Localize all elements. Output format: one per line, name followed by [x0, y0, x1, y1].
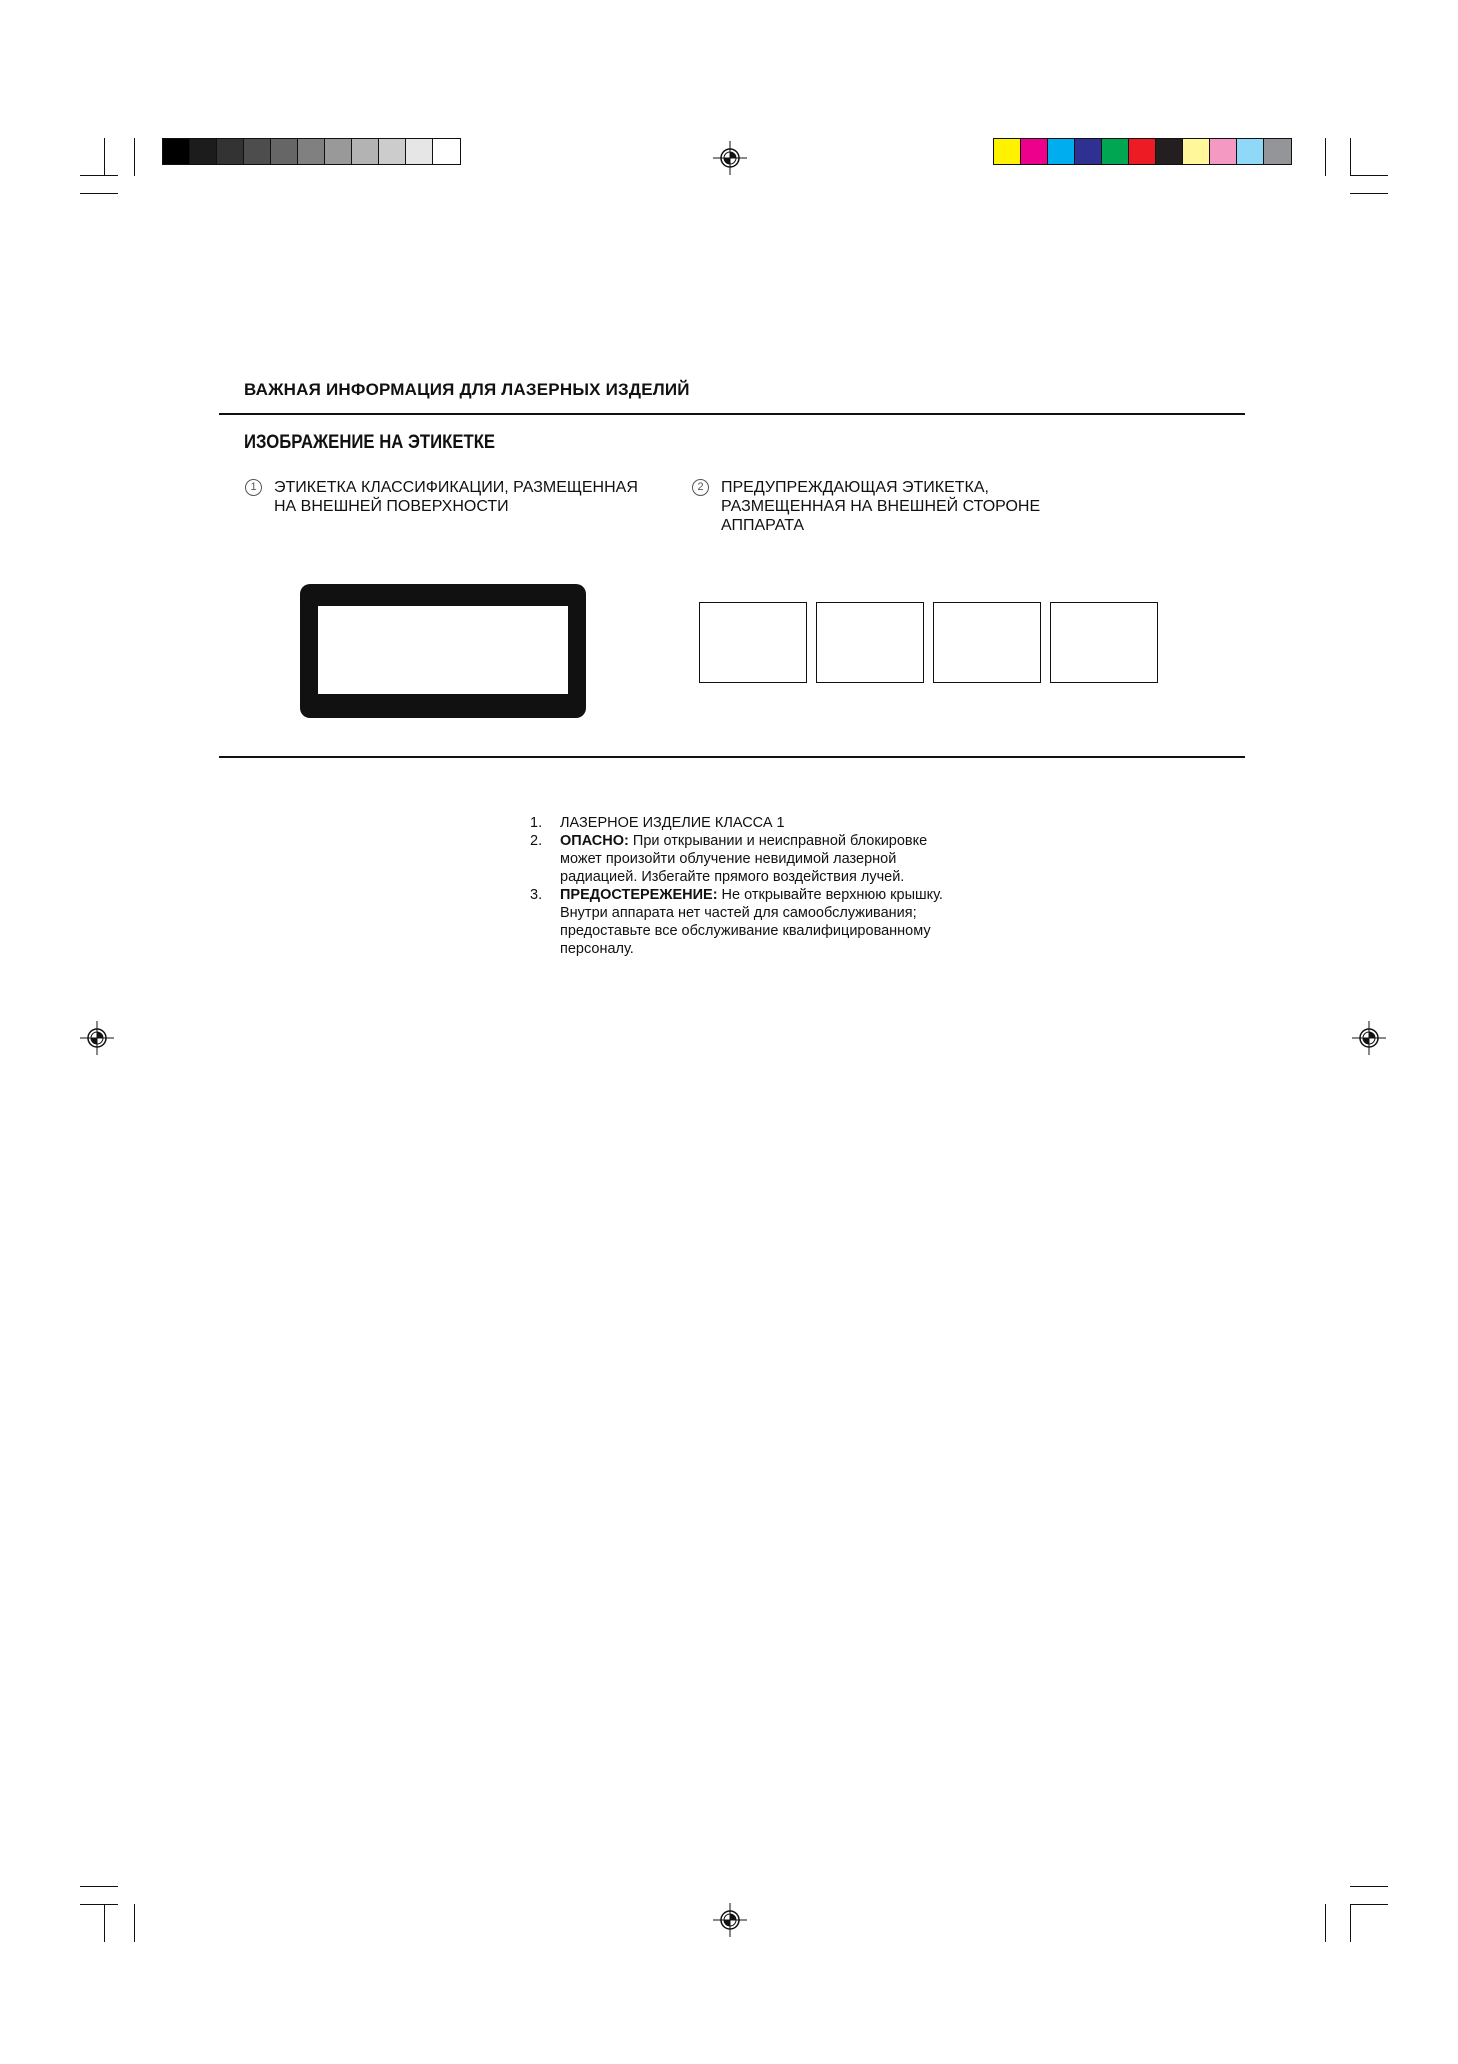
crop-mark	[134, 1904, 135, 1942]
color-swatch	[1075, 139, 1102, 164]
crop-mark	[1350, 138, 1351, 176]
crop-mark	[1350, 1886, 1388, 1887]
classification-label-inner	[318, 606, 568, 694]
crop-mark	[80, 193, 118, 194]
color-swatch	[433, 139, 460, 164]
note-text: Не открывайте верхнюю крышку. Внутри аппарата нет частей для самообслуживания; предоставьте все обслуживание квалифицированному персоналу.	[560, 887, 943, 957]
color-swatch	[1237, 139, 1264, 164]
crop-mark	[104, 1904, 105, 1942]
color-swatch	[1129, 139, 1156, 164]
registration-mark-icon	[713, 141, 747, 175]
crop-mark	[80, 175, 118, 176]
circled-number: 2	[692, 479, 709, 496]
color-swatch	[352, 139, 379, 164]
crop-mark	[1325, 138, 1326, 176]
divider	[219, 756, 1245, 758]
warning-label-image	[699, 602, 807, 683]
note-item	[530, 832, 960, 886]
color-swatch	[298, 139, 325, 164]
circled-number: 1	[245, 479, 262, 496]
note-emphasis: ОПАСНО:	[560, 833, 629, 849]
warning-label-image	[816, 602, 924, 683]
color-swatch	[1156, 139, 1183, 164]
label-item-text: ЭТИКЕТКА КЛАССИФИКАЦИИ, РАЗМЕЩЕННАЯ НА ВНЕШНЕЙ ПОВЕРХНОСТИ	[274, 479, 638, 515]
section-title: ИЗОБРАЖЕНИЕ НА ЭТИКЕТКЕ	[244, 432, 496, 453]
crop-mark	[1350, 1904, 1351, 1942]
grayscale-bar	[162, 138, 461, 165]
note-number: 1.	[530, 815, 543, 831]
color-swatch	[994, 139, 1021, 164]
crop-mark	[80, 1904, 118, 1905]
color-swatch	[1264, 139, 1291, 164]
crop-mark	[134, 138, 135, 176]
note-text: ЛАЗЕРНОЕ ИЗДЕЛИЕ КЛАССА 1	[560, 815, 785, 831]
color-swatch	[406, 139, 433, 164]
color-swatch	[1210, 139, 1237, 164]
note-emphasis: ПРЕДОСТЕРЕЖЕНИЕ:	[560, 887, 718, 903]
label-notes	[530, 814, 960, 958]
note-item	[530, 814, 960, 832]
crop-mark	[104, 138, 105, 176]
color-swatch	[1048, 139, 1075, 164]
page-title: ВАЖНАЯ ИНФОРМАЦИЯ ДЛЯ ЛАЗЕРНЫХ ИЗДЕЛИЙ	[244, 380, 690, 399]
label-item-classification	[245, 478, 665, 538]
note-item	[530, 886, 960, 958]
crop-mark	[1325, 1904, 1326, 1942]
label-item-text: ПРЕДУПРЕЖДАЮЩАЯ ЭТИКЕТКА, РАЗМЕЩЕННАЯ НА ВНЕШНЕЙ СТОРОНЕ АППАРАТА	[721, 479, 1041, 534]
color-swatch	[217, 139, 244, 164]
crop-mark	[80, 1886, 118, 1887]
divider	[219, 413, 1245, 415]
registration-mark-icon	[80, 1021, 114, 1055]
registration-mark-icon	[1352, 1021, 1386, 1055]
note-number: 2.	[530, 833, 543, 849]
color-swatch	[325, 139, 352, 164]
color-swatch	[190, 139, 217, 164]
classification-label-image	[300, 584, 586, 718]
color-swatch	[163, 139, 190, 164]
color-swatch	[244, 139, 271, 164]
color-swatch	[379, 139, 406, 164]
note-number: 3.	[530, 887, 543, 903]
registration-mark-icon	[713, 1903, 747, 1937]
warning-label-image	[1050, 602, 1158, 683]
color-swatch	[1183, 139, 1210, 164]
crop-mark	[1350, 193, 1388, 194]
label-item-warning	[692, 478, 1112, 538]
note-text: При открывании и неисправной блокировке может произойти облучение невидимой лазерной радиацией. Избегайте прямого воздействия лучей.	[560, 833, 928, 885]
warning-label-image	[933, 602, 1041, 683]
color-swatch	[271, 139, 298, 164]
color-swatch	[1102, 139, 1129, 164]
color-bar	[993, 138, 1292, 165]
color-swatch	[1021, 139, 1048, 164]
crop-mark	[1350, 175, 1388, 176]
crop-mark	[1350, 1904, 1388, 1905]
